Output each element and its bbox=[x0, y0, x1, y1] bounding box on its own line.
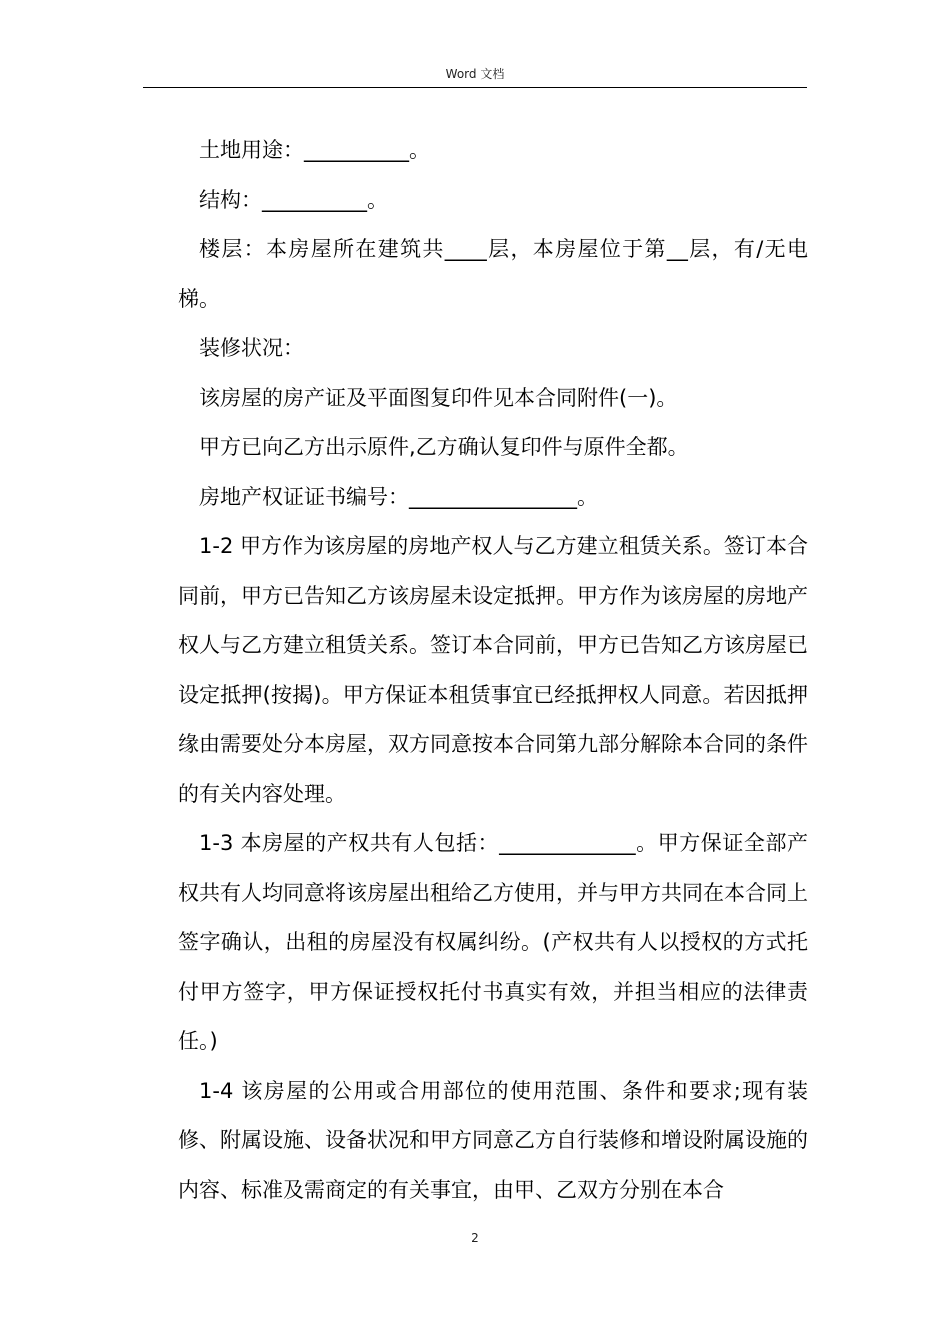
header-divider bbox=[143, 87, 807, 88]
paragraph-structure: 结构：__________。 bbox=[199, 187, 388, 212]
paragraph-clause-1-3: 1-3 本房屋的产权共有人包括：_____________。甲方保证全部产权共有人均同意将该房屋出租给乙方使用，并与甲方共同在本合同上签字确认，出租的房屋没有权属纠纷。(产权共有人以授权的方式托付甲方签字，甲方保证授权托付书真实有效，并担当相应的法律责任。) bbox=[178, 831, 808, 1053]
page-number: 2 bbox=[471, 1231, 479, 1245]
document-body bbox=[178, 126, 808, 1215]
paragraph-floor: 楼层：本房屋所在建筑共____层，本房屋位于第__层，有/无电梯。 bbox=[178, 237, 808, 311]
paragraph-clause-1-2: 1-2 甲方作为该房屋的房地产权人与乙方建立租赁关系。签订本合同前，甲方已告知乙方该房屋未设定抵押。甲方作为该房屋的房地产权人与乙方建立租赁关系。签订本合同前，甲方已告知乙方该房屋已设定抵押(按揭)。甲方保证本租赁事宜已经抵押权人同意。若因抵押缘由需要处分本房屋，双方同意按本合同第九部分解除本合同的条件的有关内容处理。 bbox=[178, 534, 808, 806]
paragraph-decoration-status: 装修状况： bbox=[199, 336, 304, 360]
paragraph-clause-1-4: 1-4 该房屋的公用或合用部位的使用范围、条件和要求;现有装修、附属设施、设备状况和甲方同意乙方自行装修和增设附属设施的内容、标准及需商定的有关事宜，由甲、乙双方分别在本合 bbox=[178, 1078, 808, 1202]
paragraph-original-shown: 甲方已向乙方出示原件,乙方确认复印件与原件全都。 bbox=[199, 435, 689, 459]
paragraph-land-use: 土地用途：__________。 bbox=[199, 138, 430, 162]
page-header-title: Word 文档 bbox=[445, 67, 505, 81]
paragraph-certificate-copy: 该房屋的房产证及平面图复印件见本合同附件(一)。 bbox=[199, 385, 678, 410]
paragraph-certificate-number: 房地产权证证书编号：________________。 bbox=[199, 484, 598, 509]
